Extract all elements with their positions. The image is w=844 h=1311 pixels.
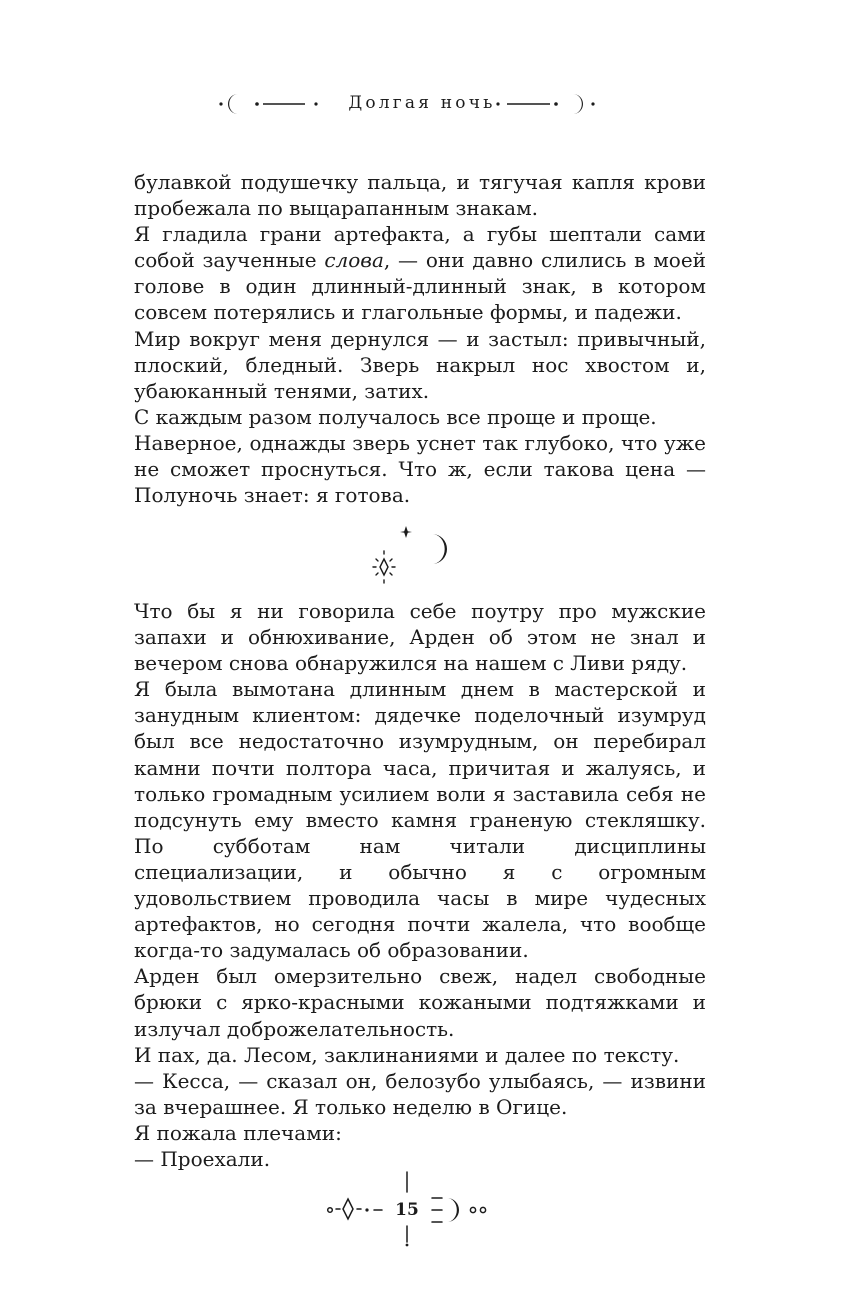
paragraph	[134, 404, 706, 430]
paragraph	[134, 1120, 706, 1146]
paragraph-text: Наверное, однажды зверь уснет так глубоко, что уже не сможет проснуться. Что ж, если такова цена — Полуночь знает: я готова.	[134, 430, 706, 508]
paragraph-text: булавкой подушечку пальца, и тягучая капля крови пробежала по выцарапанным знакам.	[134, 170, 706, 221]
page-number: 15	[395, 1200, 419, 1220]
paragraph-text: Я гладила грани артефакта, а губы шептали сами собой заученные	[134, 222, 706, 273]
paragraph	[134, 169, 706, 221]
paragraph-text: Мир вокруг меня дернулся — и застыл: привычный, плоский, бледный. Зверь накрыл нос хвостом и, убаюканный тенями, затих.	[134, 326, 706, 403]
paragraph-text: Я была вымотана длинным днем в мастерской и занудным клиентом: дядечке поделочный изумруд был все недостаточно изумрудным, он перебирал камни почти полтора часа, причитая и жалуясь, и только громадным усилием воли я заставила себя не подсунуть ему вместо камня граненую стекляшку. По субботам нам читали дисциплины специализации, и обычно я с огромным удовольствием проводила часы в мире чудесных артефактов, но сегодня почти жалела, что вообще когда-то задумалась об образовании.	[134, 677, 706, 963]
paragraph-text: , — они давно слились в моей голове в один длинный-длинный знак, в котором совсем потерялись и глагольные формы, и падежи.	[134, 248, 706, 325]
paragraph-text: С каждым разом получалось все проще и проще.	[134, 404, 657, 429]
paragraph-text: Я пожала плечами:	[134, 1120, 342, 1145]
paragraph	[134, 598, 706, 676]
paragraph-text: И пах, да. Лесом, заклинаниями и далее по тексту.	[134, 1042, 680, 1067]
paragraph	[134, 676, 706, 963]
page-footer	[300, 1168, 544, 1248]
paragraph	[134, 326, 706, 404]
paragraph	[134, 430, 706, 508]
text-block-1	[134, 169, 706, 508]
paragraph-text: Арден был омерзительно свеж, надел свободные брюки с ярко-красными кожаными подтяжками и излучал доброжелательность.	[134, 964, 706, 1041]
paragraph-text: — Проехали.	[134, 1146, 271, 1171]
paragraph-text: — Кесса, — сказал он, белозубо улыбаясь, — извини за вчерашнее. Я только неделю в Огице.	[134, 1068, 706, 1119]
text-block-2	[134, 598, 706, 1172]
running-header	[0, 86, 844, 122]
moon-and-stars-icon	[360, 520, 456, 584]
emphasis-text: слова	[324, 248, 384, 273]
paragraph-text: Что бы я ни говорила себе поутру про мужские запахи и обнюхивание, Арден об этом не знал и вечером снова обнаружился на нашем с Ливи ряду.	[134, 599, 706, 676]
running-header-title: Долгая ночь	[348, 93, 496, 113]
paragraph	[134, 1042, 706, 1068]
paragraph	[134, 221, 706, 325]
page-ornament-icon	[300, 1168, 544, 1248]
paragraph	[134, 963, 706, 1041]
paragraph	[134, 1068, 706, 1120]
